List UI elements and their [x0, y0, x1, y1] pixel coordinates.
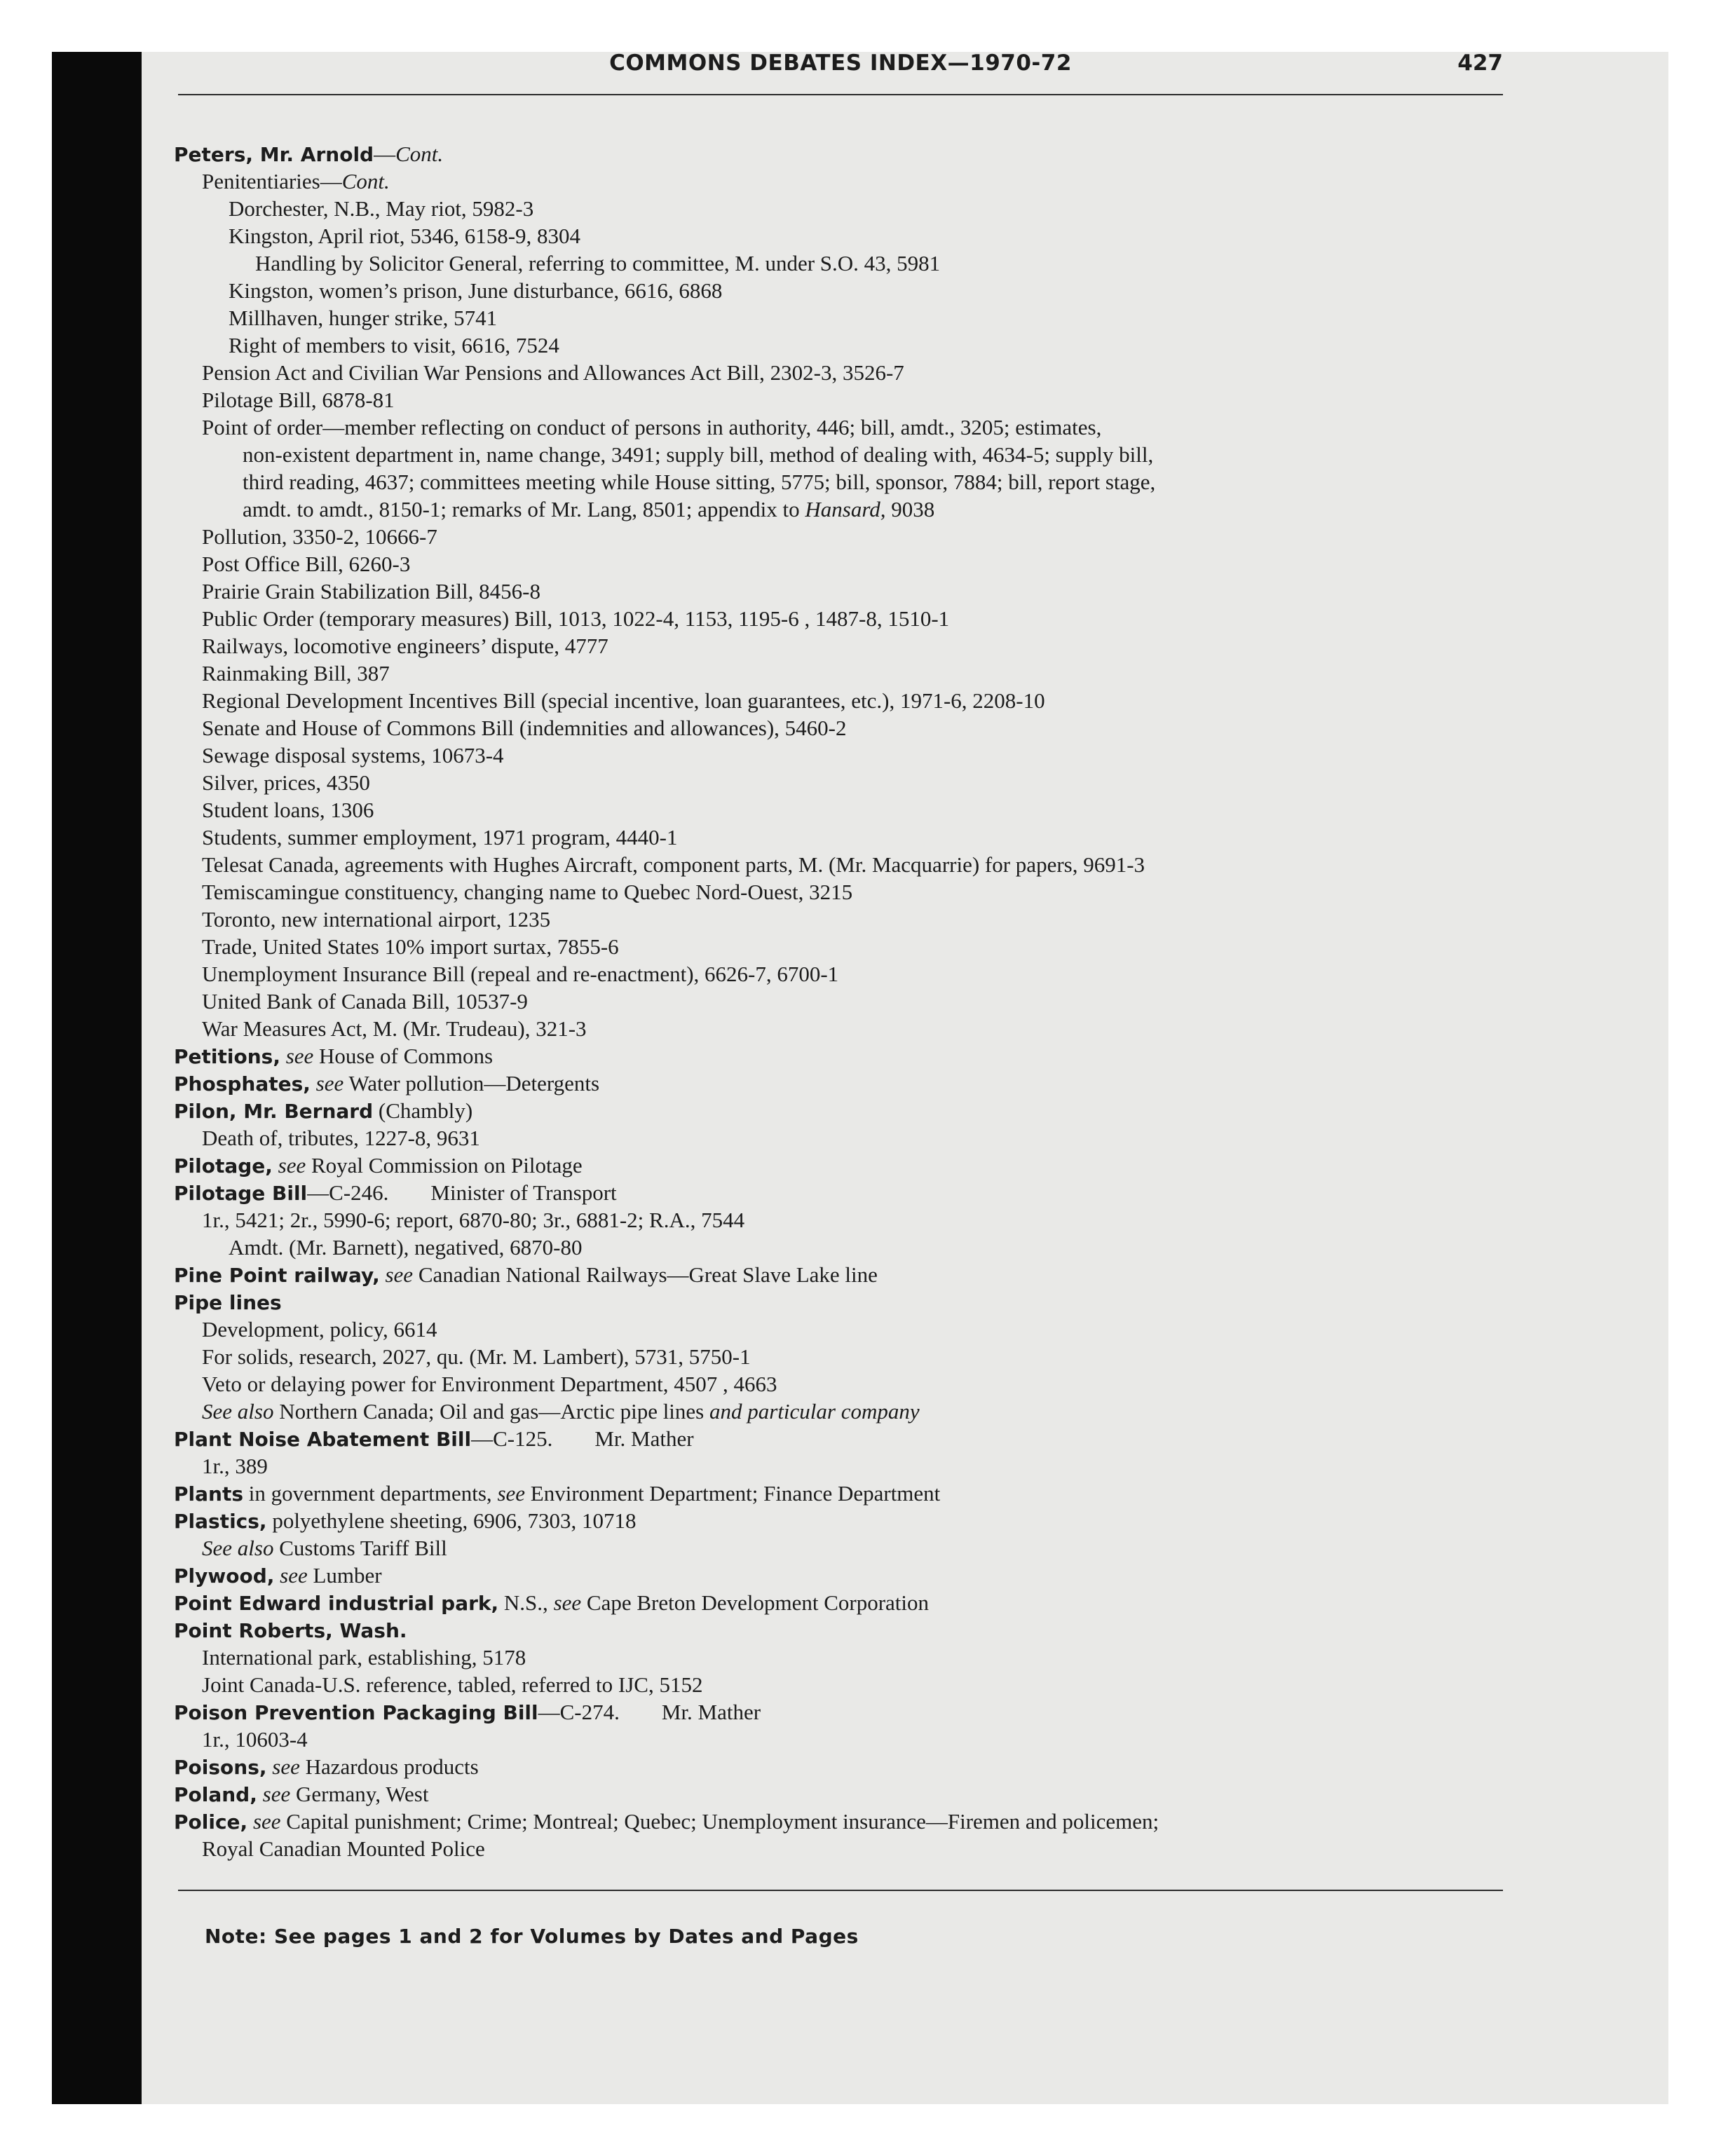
subentry-text: Pilotage Bill, 6878-81: [202, 388, 395, 412]
see-also-text: Customs Tariff Bill: [273, 1536, 447, 1560]
subentry-text: third reading, 4637; committees meeting while House sitting, 5775; bill, sponsor, 7884; bill, report stage,: [243, 470, 1156, 494]
bill-heading: Plant Noise Abatement Bill: [174, 1428, 472, 1451]
entry-text: House of Commons: [313, 1044, 494, 1068]
index-subentry: [174, 1015, 1506, 1042]
entry-heading: Plants: [174, 1482, 243, 1506]
index-subentry: [174, 332, 1506, 359]
entry-text: Hazardous products: [299, 1754, 479, 1779]
index-subentry: [174, 441, 1506, 468]
subentry-text: Royal Canadian Mounted Police: [202, 1836, 485, 1861]
index-subentry: [174, 769, 1506, 796]
index-subentry: [174, 605, 1506, 632]
subentry-text: Right of members to visit, 6616, 7524: [229, 333, 559, 357]
entry-text: Environment Department; Finance Department: [525, 1481, 941, 1506]
index-subentry: [174, 468, 1506, 496]
subentry-text: 1r., 389: [202, 1454, 268, 1478]
entry-text: Royal Commission on Pilotage: [306, 1153, 583, 1178]
index-entry: [174, 1152, 1506, 1179]
page-header: [178, 50, 1503, 100]
subentry-text: Rainmaking Bill, 387: [202, 661, 390, 685]
see-reference: see: [247, 1809, 281, 1834]
index-entry: [174, 1070, 1506, 1097]
binding-shadow: [52, 52, 142, 2104]
index-entry: [174, 1808, 1506, 1835]
index-subentry: [174, 796, 1506, 824]
subentry-text: Veto or delaying power for Environment Department, 4507 , 4663: [202, 1372, 777, 1396]
index-subentry: [174, 960, 1506, 988]
entry-text: —: [374, 142, 396, 166]
entry-heading: Plywood,: [174, 1564, 275, 1588]
bill-heading: Poison Prevention Packaging Bill: [174, 1701, 538, 1724]
see-reference: see: [257, 1782, 291, 1806]
index-subentry: [174, 277, 1506, 304]
subentry-text: Post Office Bill, 6260-3: [202, 552, 411, 576]
index-subentry: [174, 1343, 1506, 1370]
entry-text: Canadian National Railways—Great Slave Lake line: [413, 1262, 878, 1287]
bill-entry: [174, 1698, 1506, 1726]
subentry-text: Regional Development Incentives Bill (special incentive, loan guarantees, etc.), 1971-6, 2208-10: [202, 688, 1045, 713]
entry-text: Germany, West: [290, 1782, 429, 1806]
subentry-text: Death of, tributes, 1227-8, 9631: [202, 1126, 480, 1150]
index-body: [174, 140, 1506, 1862]
subentry-text: non-existent department in, name change, 3491; supply bill, method of dealing with, 4634-5; supply bill,: [243, 442, 1154, 467]
see-reference: see: [379, 1262, 414, 1287]
index-entry: [174, 1753, 1506, 1780]
subentry-text: 1r., 5421; 2r., 5990-6; report, 6870-80; 3r., 6881-2; R.A., 7544: [202, 1208, 745, 1232]
index-subentry: [174, 742, 1506, 769]
index-entry: [174, 1042, 1506, 1070]
index-entry: [174, 140, 1506, 168]
subentry-text: Joint Canada-U.S. reference, tabled, referred to IJC, 5152: [202, 1672, 703, 1697]
entry-heading: Plastics,: [174, 1510, 267, 1533]
subentry-text: Development, policy, 6614: [202, 1317, 437, 1342]
subentry-text: Dorchester, N.B., May riot, 5982-3: [229, 196, 534, 221]
subentry-text: Pollution, 3350-2, 10666-7: [202, 524, 437, 549]
index-subentry: [174, 414, 1506, 441]
entry-heading: Peters, Mr. Arnold: [174, 143, 374, 166]
see-reference: see: [491, 1481, 526, 1506]
subentry-text: Penitentiaries—: [202, 169, 342, 193]
footer-note: Note: See pages 1 and 2 for Volumes by Dates and Pages: [205, 1925, 859, 1948]
subentry-text: Pension Act and Civilian War Pensions and Allowances Act Bill, 2302-3, 3526-7: [202, 360, 904, 385]
see-reference: see: [272, 1153, 306, 1178]
subentry-text: Millhaven, hunger strike, 5741: [229, 306, 498, 330]
see-also-entry: [174, 1398, 1506, 1425]
subentry-italic: Cont.: [341, 169, 390, 193]
index-subentry: [174, 496, 1506, 523]
subentry-text: Trade, United States 10% import surtax, 7855-6: [202, 934, 619, 959]
entry-heading: Phosphates,: [174, 1072, 311, 1096]
entry-heading: Police,: [174, 1810, 248, 1834]
see-reference: see: [310, 1071, 344, 1096]
bill-entry: [174, 1425, 1506, 1452]
see-also-entry: [174, 1534, 1506, 1562]
subentry-text: Public Order (temporary measures) Bill, 1013, 1022-4, 1153, 1195-6 , 1487-8, 1510-1: [202, 606, 950, 631]
bill-heading: Pilotage Bill: [174, 1182, 308, 1205]
index-entry: [174, 1097, 1506, 1124]
index-subentry: [174, 1206, 1506, 1234]
subentry-text: Unemployment Insurance Bill (repeal and re-enactment), 6626-7, 6700-1: [202, 962, 839, 986]
index-subentry: [174, 1452, 1506, 1480]
subentry-text: Point of order—member reflecting on conduct of persons in authority, 446; bill, amdt., 3205; estimates,: [202, 415, 1102, 439]
subentry-text: Student loans, 1306: [202, 798, 374, 822]
entry-continued: Cont.: [395, 142, 444, 166]
subentry-text: Toronto, new international airport, 1235: [202, 907, 551, 932]
subentry-text: Kingston, April riot, 5346, 6158-9, 8304: [229, 224, 581, 248]
index-subentry: [174, 250, 1506, 277]
subentry-text: amdt. to amdt., 8150-1; remarks of Mr. Lang, 8501; appendix to: [243, 497, 805, 521]
bill-number: —C-125.: [471, 1426, 553, 1451]
bill-sponsor: Mr. Mather: [661, 1700, 761, 1724]
index-subentry: [174, 222, 1506, 250]
index-subentry: [174, 523, 1506, 550]
index-subentry: [174, 304, 1506, 332]
bill-number: —C-274.: [538, 1700, 620, 1724]
entry-text: Capital punishment; Crime; Montreal; Quebec; Unemployment insurance—Firemen and policemen;: [280, 1809, 1159, 1834]
index-subentry: [174, 1835, 1506, 1862]
index-entry: [174, 1480, 1506, 1507]
entry-heading: Pilon, Mr. Bernard: [174, 1100, 374, 1123]
index-subentry: [174, 1370, 1506, 1398]
entry-text: (Chambly): [373, 1098, 473, 1123]
see-reference: see: [274, 1563, 308, 1588]
subentry-text: Handling by Solicitor General, referring to committee, M. under S.O. 43, 5981: [255, 251, 941, 275]
see-also-note: and particular company: [704, 1399, 920, 1424]
index-subentry: [174, 988, 1506, 1015]
index-entry: [174, 1589, 1506, 1616]
index-subentry: [174, 1316, 1506, 1343]
footer-rule: [178, 1890, 1503, 1891]
see-reference: see: [266, 1754, 300, 1779]
subentry-text: For solids, research, 2027, qu. (Mr. M. Lambert), 5731, 5750-1: [202, 1344, 751, 1369]
header-rule: [178, 94, 1503, 95]
index-subentry: [174, 168, 1506, 195]
page-number: 427: [1457, 50, 1503, 76]
index-subentry: [174, 1234, 1506, 1261]
index-subentry: [174, 687, 1506, 714]
index-subentry: [174, 714, 1506, 742]
index-entry: [174, 1261, 1506, 1288]
index-entry: [174, 1562, 1506, 1589]
entry-heading: Point Edward industrial park,: [174, 1592, 499, 1615]
subentry-text: International park, establishing, 5178: [202, 1645, 526, 1670]
index-subentry: [174, 851, 1506, 878]
entry-heading: Pilotage,: [174, 1154, 273, 1178]
entry-heading: Pipe lines: [174, 1291, 282, 1314]
index-entry: [174, 1780, 1506, 1808]
subentry-text: Amdt. (Mr. Barnett), negatived, 6870-80: [229, 1235, 583, 1260]
index-subentry: [174, 359, 1506, 386]
index-subentry: [174, 578, 1506, 605]
index-subentry: [174, 824, 1506, 851]
subentry-text: Telesat Canada, agreements with Hughes Aircraft, component parts, M. (Mr. Macquarrie) for papers, 9691-3: [202, 852, 1145, 877]
see-reference: see: [280, 1044, 314, 1068]
bill-entry: [174, 1179, 1506, 1206]
index-subentry: [174, 195, 1506, 222]
entry-heading: Poland,: [174, 1783, 257, 1806]
index-subentry: [174, 1726, 1506, 1753]
entry-text: Cape Breton Development Corporation: [581, 1590, 930, 1615]
entry-qualifier: in government departments,: [243, 1481, 492, 1506]
subentry-text: Sewage disposal systems, 10673-4: [202, 743, 504, 767]
subentry-text: Silver, prices, 4350: [202, 770, 370, 795]
index-entry: [174, 1507, 1506, 1534]
index-subentry: [174, 550, 1506, 578]
subentry-text: United Bank of Canada Bill, 10537-9: [202, 989, 528, 1014]
index-subentry: [174, 878, 1506, 906]
subentry-text: Kingston, women’s prison, June disturbance, 6616, 6868: [229, 278, 723, 303]
subentry-text: 1r., 10603-4: [202, 1727, 308, 1752]
index-subentry: [174, 386, 1506, 414]
subentry-text: War Measures Act, M. (Mr. Trudeau), 321-3: [202, 1016, 587, 1041]
entry-text: Water pollution—Detergents: [343, 1071, 600, 1096]
see-reference: see: [547, 1590, 582, 1615]
subentry-text: Senate and House of Commons Bill (indemnities and allowances), 5460-2: [202, 716, 847, 740]
subentry-text: Students, summer employment, 1971 program, 4440-1: [202, 825, 678, 850]
index-subentry: [174, 1124, 1506, 1152]
index-subentry: [174, 632, 1506, 660]
index-subentry: [174, 933, 1506, 960]
entry-heading: Petitions,: [174, 1045, 280, 1068]
subentry-text: Railways, locomotive engineers’ dispute, 4777: [202, 634, 608, 658]
subentry-text: Temiscamingue constituency, changing name to Quebec Nord-Ouest, 3215: [202, 880, 853, 904]
bill-sponsor: Mr. Mather: [594, 1426, 694, 1451]
entry-text: Lumber: [307, 1563, 382, 1588]
bill-sponsor: Minister of Transport: [430, 1180, 617, 1205]
bill-number: —C-246.: [307, 1180, 389, 1205]
entry-heading: Point Roberts, Wash.: [174, 1619, 407, 1642]
entry-heading: Poisons,: [174, 1756, 267, 1779]
entry-heading: Pine Point railway,: [174, 1264, 380, 1287]
subentry-text: Prairie Grain Stabilization Bill, 8456-8: [202, 579, 540, 603]
entry-qualifier: N.S.,: [498, 1590, 548, 1615]
index-subentry: [174, 906, 1506, 933]
see-also-text: Northern Canada; Oil and gas—Arctic pipe lines: [273, 1399, 705, 1424]
index-subentry: [174, 660, 1506, 687]
subentry-text-end: 9038: [885, 497, 935, 521]
subentry-italic: Hansard,: [805, 497, 886, 521]
see-also-label: See also: [202, 1536, 274, 1560]
index-subentry: [174, 1671, 1506, 1698]
index-entry: [174, 1616, 1506, 1644]
entry-text: polyethylene sheeting, 6906, 7303, 10718: [266, 1508, 637, 1533]
index-entry: [174, 1288, 1506, 1316]
see-also-label: See also: [202, 1399, 274, 1424]
page-title: COMMONS DEBATES INDEX—1970-72: [609, 50, 1072, 76]
index-subentry: [174, 1644, 1506, 1671]
